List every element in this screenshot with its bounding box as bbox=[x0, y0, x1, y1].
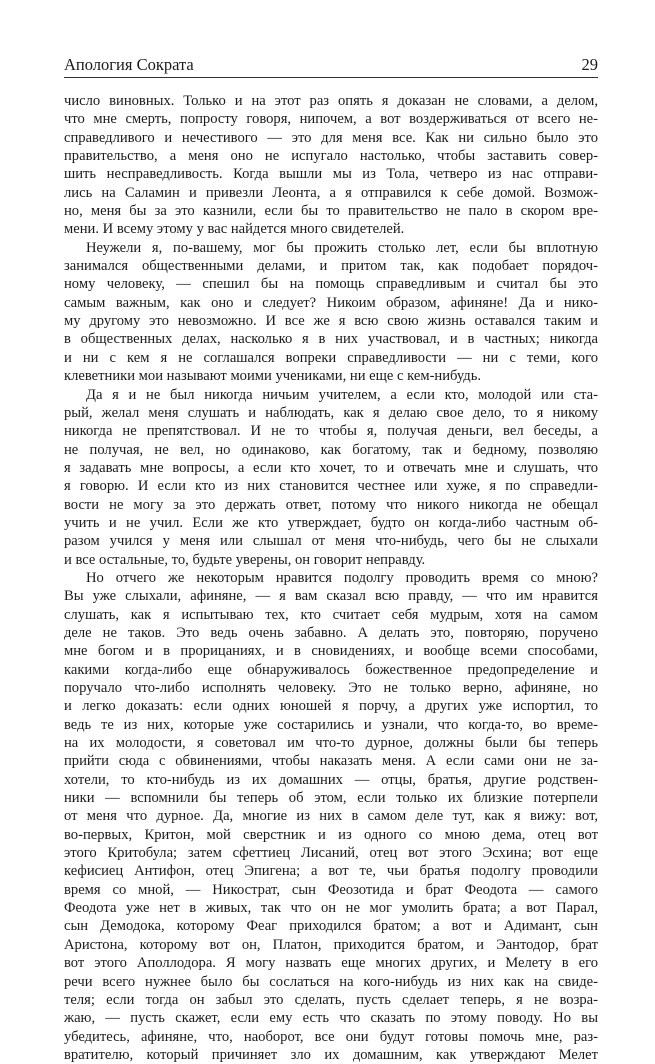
text-line: мени. И всему этому у вас найдется много свидетелей. bbox=[64, 221, 405, 238]
text-line: му другому это невозможно. И все же я всю свою жизнь оставался таким и bbox=[64, 313, 598, 330]
text-line: вратителю, который причиняет зло их домашним, как утверждают Мелет bbox=[64, 1046, 598, 1063]
text-line: занимался общественными делами, и притом так, как подобает порядоч- bbox=[64, 258, 598, 275]
text-line: я говорю. И если кто из них становится честнее или хуже, я по справедли- bbox=[64, 478, 598, 495]
text-line: разом учился у меня или слышал от меня что-нибудь, чего бы не слыхали bbox=[64, 533, 598, 550]
text-line: Вы уже слыхали, афиняне, — я вам сказал всю правду, — что им нравится bbox=[64, 588, 598, 605]
text-line: вости не могу за это держать ответ, потому что никого никогда не обещал bbox=[64, 496, 598, 513]
text-line: речи всего нужнее было бы сослаться на кого-нибудь из них как на свиде- bbox=[64, 973, 598, 990]
text-line: во-первых, Критон, мой сверстник и из одного со мною дема, отец вот bbox=[64, 826, 598, 843]
text-line: деле не таков. Это ведь очень забавно. А делать это, повторяю, поручено bbox=[64, 624, 598, 641]
paragraph bbox=[64, 569, 598, 1064]
text-line: никогда не препятствовал. И не то чтобы я, получая деньги, вел беседы, а bbox=[64, 423, 598, 440]
text-line: Но отчего же некоторым нравится подолгу проводить время со мною? bbox=[86, 569, 598, 586]
text-line: ведь те из них, которые уже состарились и узнали, что когда-то, во време- bbox=[64, 716, 598, 733]
text-line: и легко доказать: если одних юношей я порчу, а других уже испортил, то bbox=[64, 698, 598, 715]
text-line: этого Критобула; затем сфеттиец Лисаний, отец вот этого Эсхина; вот еще bbox=[64, 845, 598, 862]
text-line: от меня что дурное. Да, многие из них в самом деле тут, как я вижу: вот, bbox=[64, 808, 598, 825]
text-line: лись на Саламин и привезли Леонта, а я отправился к себе домой. Возмож- bbox=[64, 184, 598, 201]
body-text bbox=[64, 92, 598, 1064]
text-line: самым важным, как оно и следует? Никоим образом, афиняне! Да и нико- bbox=[64, 294, 598, 311]
text-line: и все остальные, то, будьте уверены, он говорит неправду. bbox=[64, 551, 426, 568]
text-line: прийти сюда с обвинениями, чтобы наказать меня. А если сами они не за- bbox=[64, 753, 598, 770]
text-line: какими когда-либо еще обнаруживалось божественное предопределение и bbox=[64, 661, 598, 678]
running-header bbox=[64, 53, 598, 75]
header-rule bbox=[64, 77, 598, 78]
text-line: в общественных делах, насколько я в них участвовал, и в частных; никогда bbox=[64, 331, 598, 348]
text-line: правительство, а меня оно не испугало настолько, чтобы заставить совер- bbox=[64, 148, 598, 165]
text-line: рый, желал меня слушать и наблюдать, как я делаю свое дело, то я никому bbox=[64, 404, 598, 421]
text-line: Неужели я, по-вашему, мог бы прожить столько лет, если бы вплотную bbox=[86, 239, 598, 256]
text-line: слушать, как я испытываю тех, кто считает себя мудрым, хотя на самом bbox=[64, 606, 598, 623]
text-line: Аристона, которому вот он, Платон, приходится братом, и Эантодор, брат bbox=[64, 936, 598, 953]
text-line: хотели, то кто-нибудь из их домашних — отцы, братья, другие родствен- bbox=[64, 771, 598, 788]
running-title: Апология Сократа bbox=[64, 55, 194, 74]
text-line: что мне смерть, попросту говоря, нипочем, а вот воздерживаться от всего не- bbox=[64, 111, 598, 128]
text-line: справедливого и нечестивого — это для меня все. Как ни сильно было это bbox=[64, 129, 598, 146]
text-line: вот этого Аполлодора. Я могу назвать еще многих других, и Мелету в его bbox=[64, 955, 598, 972]
text-line: мне богом и в прорицаниях, и в сновидениях, и вообще всеми способами, bbox=[64, 643, 598, 660]
paragraph bbox=[64, 239, 598, 386]
text-line: убедитесь, афиняне, что, наоборот, все они будут готовы помочь мне, раз- bbox=[64, 1028, 598, 1045]
text-line: я задавать мне вопросы, а если кто хочет, то и отвечать мне и слушать, что bbox=[64, 459, 598, 476]
text-line: Да я и не был никогда ничьим учителем, а если кто, молодой или ста- bbox=[86, 386, 598, 403]
text-line: ники — вспомнили бы теперь об этом, если только их близкие потерпели bbox=[64, 790, 598, 807]
page-number: 29 bbox=[581, 55, 598, 74]
text-line: жаю, — пусть скажет, если ему есть что сказать по этому поводу. Но вы bbox=[64, 1010, 598, 1027]
text-line: поручало что-либо исполнять человеку. Это не только верно, афиняне, но bbox=[64, 680, 598, 696]
text-line: ному человеку, — спешил бы на помощь справедливым и считал бы это bbox=[64, 276, 598, 293]
text-line: теля; если тогда он забыл это сделать, пусть сделает теперь, я не возра- bbox=[64, 991, 598, 1008]
text-line: число виновных. Только и на этот раз опять я доказан не словами, а делом, bbox=[64, 93, 598, 109]
paragraph bbox=[64, 92, 598, 239]
text-line: кефисиец Антифон, отец Эпигена; а вот те, чьи братья подолгу проводили bbox=[64, 863, 598, 880]
paragraph bbox=[64, 386, 598, 569]
text-line: учить и не учил. Если же кто утверждает, будто он когда-либо частным об- bbox=[64, 514, 598, 531]
text-line: сын Демодока, которому Феаг приходился братом; а вот и Адимант, сын bbox=[64, 918, 598, 935]
text-line: но, меня бы за это казнили, если бы то правительство не пало в скором вре- bbox=[64, 203, 598, 220]
text-line: Феодота уже нет в живых, так что он не мог умолить брата; а вот Парал, bbox=[64, 900, 598, 917]
text-line: шить несправедливость. Когда вышли мы из Тола, четверо из нас отправи- bbox=[64, 166, 598, 183]
text-line: и ни с кем я не соглашался вопреки справедливости — ни с теми, кого bbox=[64, 349, 598, 366]
text-line: на их молодости, я советовал им что-то дурное, должны были бы теперь bbox=[64, 735, 598, 752]
text-line: не получая, не вел, но одинаково, как богатому, так и бедному, позволяю bbox=[64, 441, 598, 458]
text-line: время со мной, — Никострат, сын Феозотида и брат Феодота — самого bbox=[64, 881, 598, 898]
text-line: клеветники мои называют моими учениками, ни еще с кем-нибудь. bbox=[64, 368, 482, 385]
